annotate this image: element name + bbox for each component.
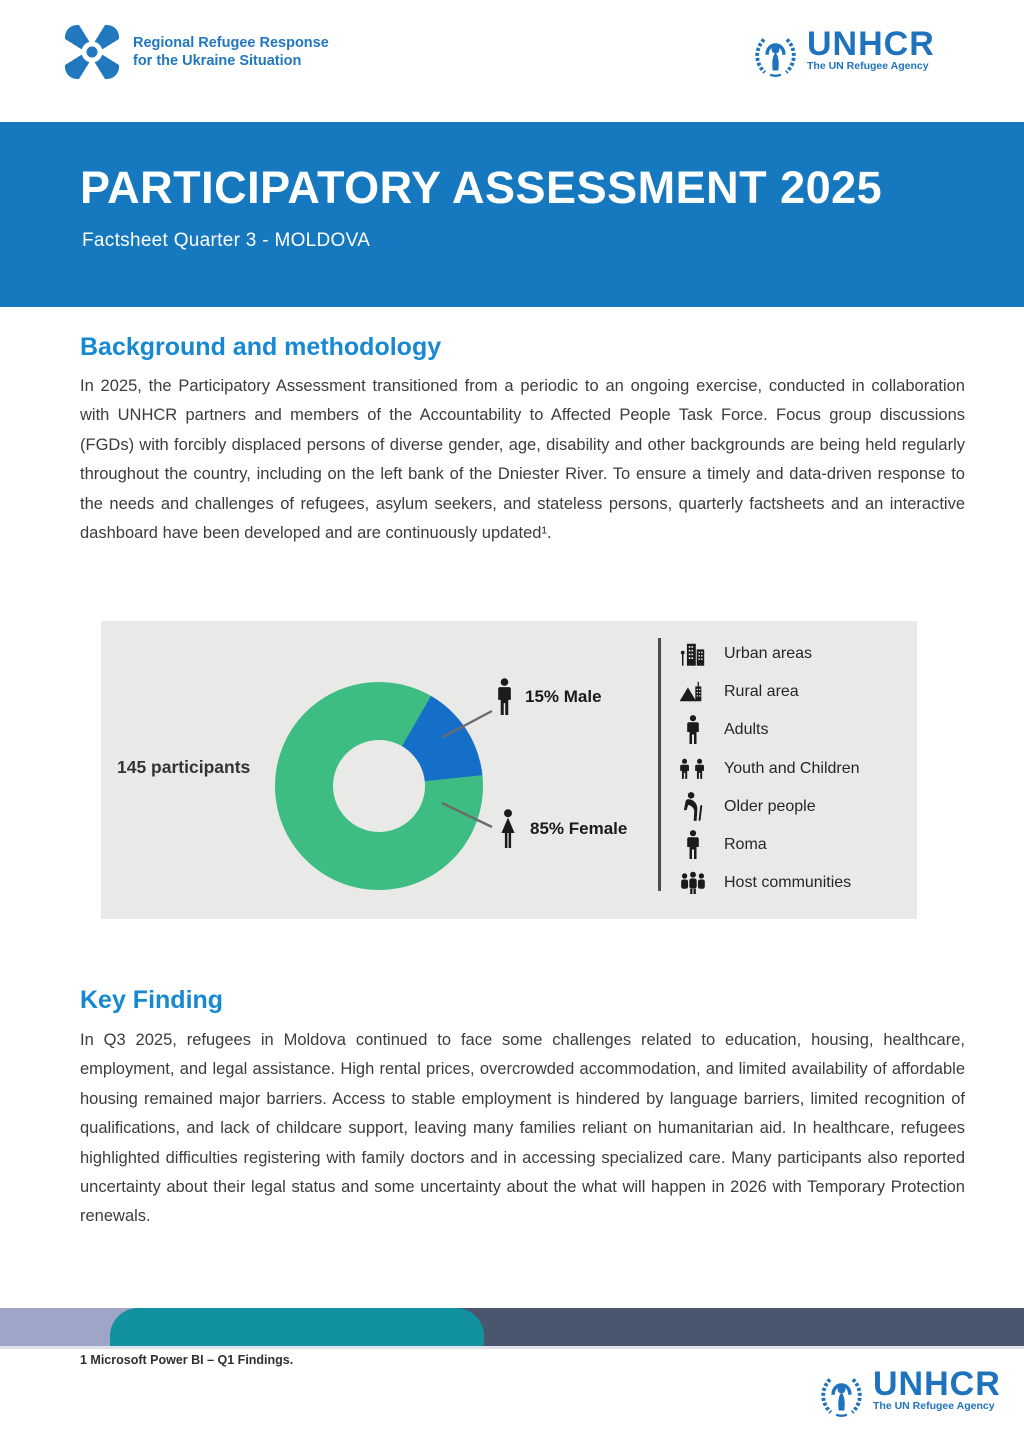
gender-donut-chart [275,682,483,890]
footer-decorative-band [0,1308,1024,1346]
female-label-text: 85% Female [530,819,628,838]
r4-logo-line1: Regional Refugee Response [133,35,329,51]
unhcr-logo-bottom [817,1365,1001,1420]
footnote: 1 Microsoft Power BI – Q1 Findings. [80,1353,294,1367]
unhcr-logo-text [807,25,935,72]
background-section-heading: Background and methodology [80,333,442,361]
key-finding-heading: Key Finding [80,986,224,1014]
document-title: PARTICIPATORY ASSESSMENT 2025 [80,162,883,213]
host-communities-icon [676,871,710,895]
key-finding-paragraph: In Q3 2025, refugees in Moldova continued to face some challenges related to education, housing, healthcare, employment, and legal assistance. High rental prices, overcrowded accommodation, and limited availability of affordable housing remained major barriers. Access to stable employment is hindered by language barriers, limited recognition of qualifications, and lack of childcare support, leaving many families reliant on humanitarian aid. In healthcare, refugees highlighted difficulties registering with family doctors and in accessing specialized care. Many participants also reported uncertainty about their legal status and some uncertainty about the what will happen in 2026 with Temporary Protection renewals. [80,1031,965,1226]
legend-row-roma [676,826,860,864]
rural-area-icon [676,680,710,704]
adults-icon [676,715,710,745]
legend-row-urban [676,635,860,673]
roma-icon [676,830,710,860]
unhcr-logo-text [873,1365,1001,1412]
legend-label-host: Host communities [724,874,852,892]
background-section-paragraph: In 2025, the Participatory Assessment transitioned from a periodic to an ongoing exercise, conducted in collaboration with UNHCR partners and members of the Accountability to Affected People Task Force. Focus group discussions (FGDs) with forcibly displaced persons of diverse gender, age, disability and other backgrounds are being held regularly throughout the country, including on the left bank of the Dniester River. To ensure a timely and data-driven response to the needs and challenges of refugees, asylum seekers, and stateless persons, quarterly factsheets and an interactive dashboard have been developed and are continuously updated¹. [80,377,965,543]
legend-row-older [676,788,860,826]
male-label-text: 15% Male [525,687,602,706]
legend-row-adults [676,711,860,749]
legend-row-rural [676,673,860,711]
band-underline [0,1346,1024,1349]
unhcr-emblem-icon [751,28,800,80]
title-banner [0,122,1024,307]
participants-chart-panel [101,621,917,919]
participants-total-label: 145 participants [117,757,251,777]
participants-legend [676,635,860,902]
band-teal-segment [110,1308,484,1346]
document-subtitle: Factsheet Quarter 3 - MOLDOVA [82,230,371,251]
urban-areas-icon [676,641,710,668]
legend-row-youth [676,750,860,788]
unhcr-wordmark: UNHCR [873,1365,1001,1403]
unhcr-emblem-icon [817,1368,866,1420]
legend-label-rural: Rural area [724,683,799,701]
r4-logo-line2: for the Ukraine Situation [133,53,302,69]
unhcr-wordmark: UNHCR [807,25,935,63]
older-people-icon [676,791,710,822]
legend-label-roma: Roma [724,836,767,854]
youth-children-icon [676,758,710,780]
legend-row-host [676,864,860,902]
r4-cross-icon [60,20,124,84]
legend-label-adults: Adults [724,721,769,739]
legend-label-youth: Youth and Children [724,759,860,777]
male-icon [496,677,513,717]
legend-divider [658,638,661,891]
male-slice-label [496,677,602,717]
r4-logo-text [133,34,329,70]
female-slice-label [498,809,627,849]
unhcr-tagline: The UN Refugee Agency [873,1400,995,1412]
unhcr-logo-top [751,25,935,80]
donut-hole [333,740,425,832]
female-icon [498,809,518,849]
regional-refugee-response-logo [60,20,329,84]
legend-label-older: Older people [724,797,816,815]
unhcr-tagline: The UN Refugee Agency [807,60,929,72]
legend-label-urban: Urban areas [724,645,813,663]
